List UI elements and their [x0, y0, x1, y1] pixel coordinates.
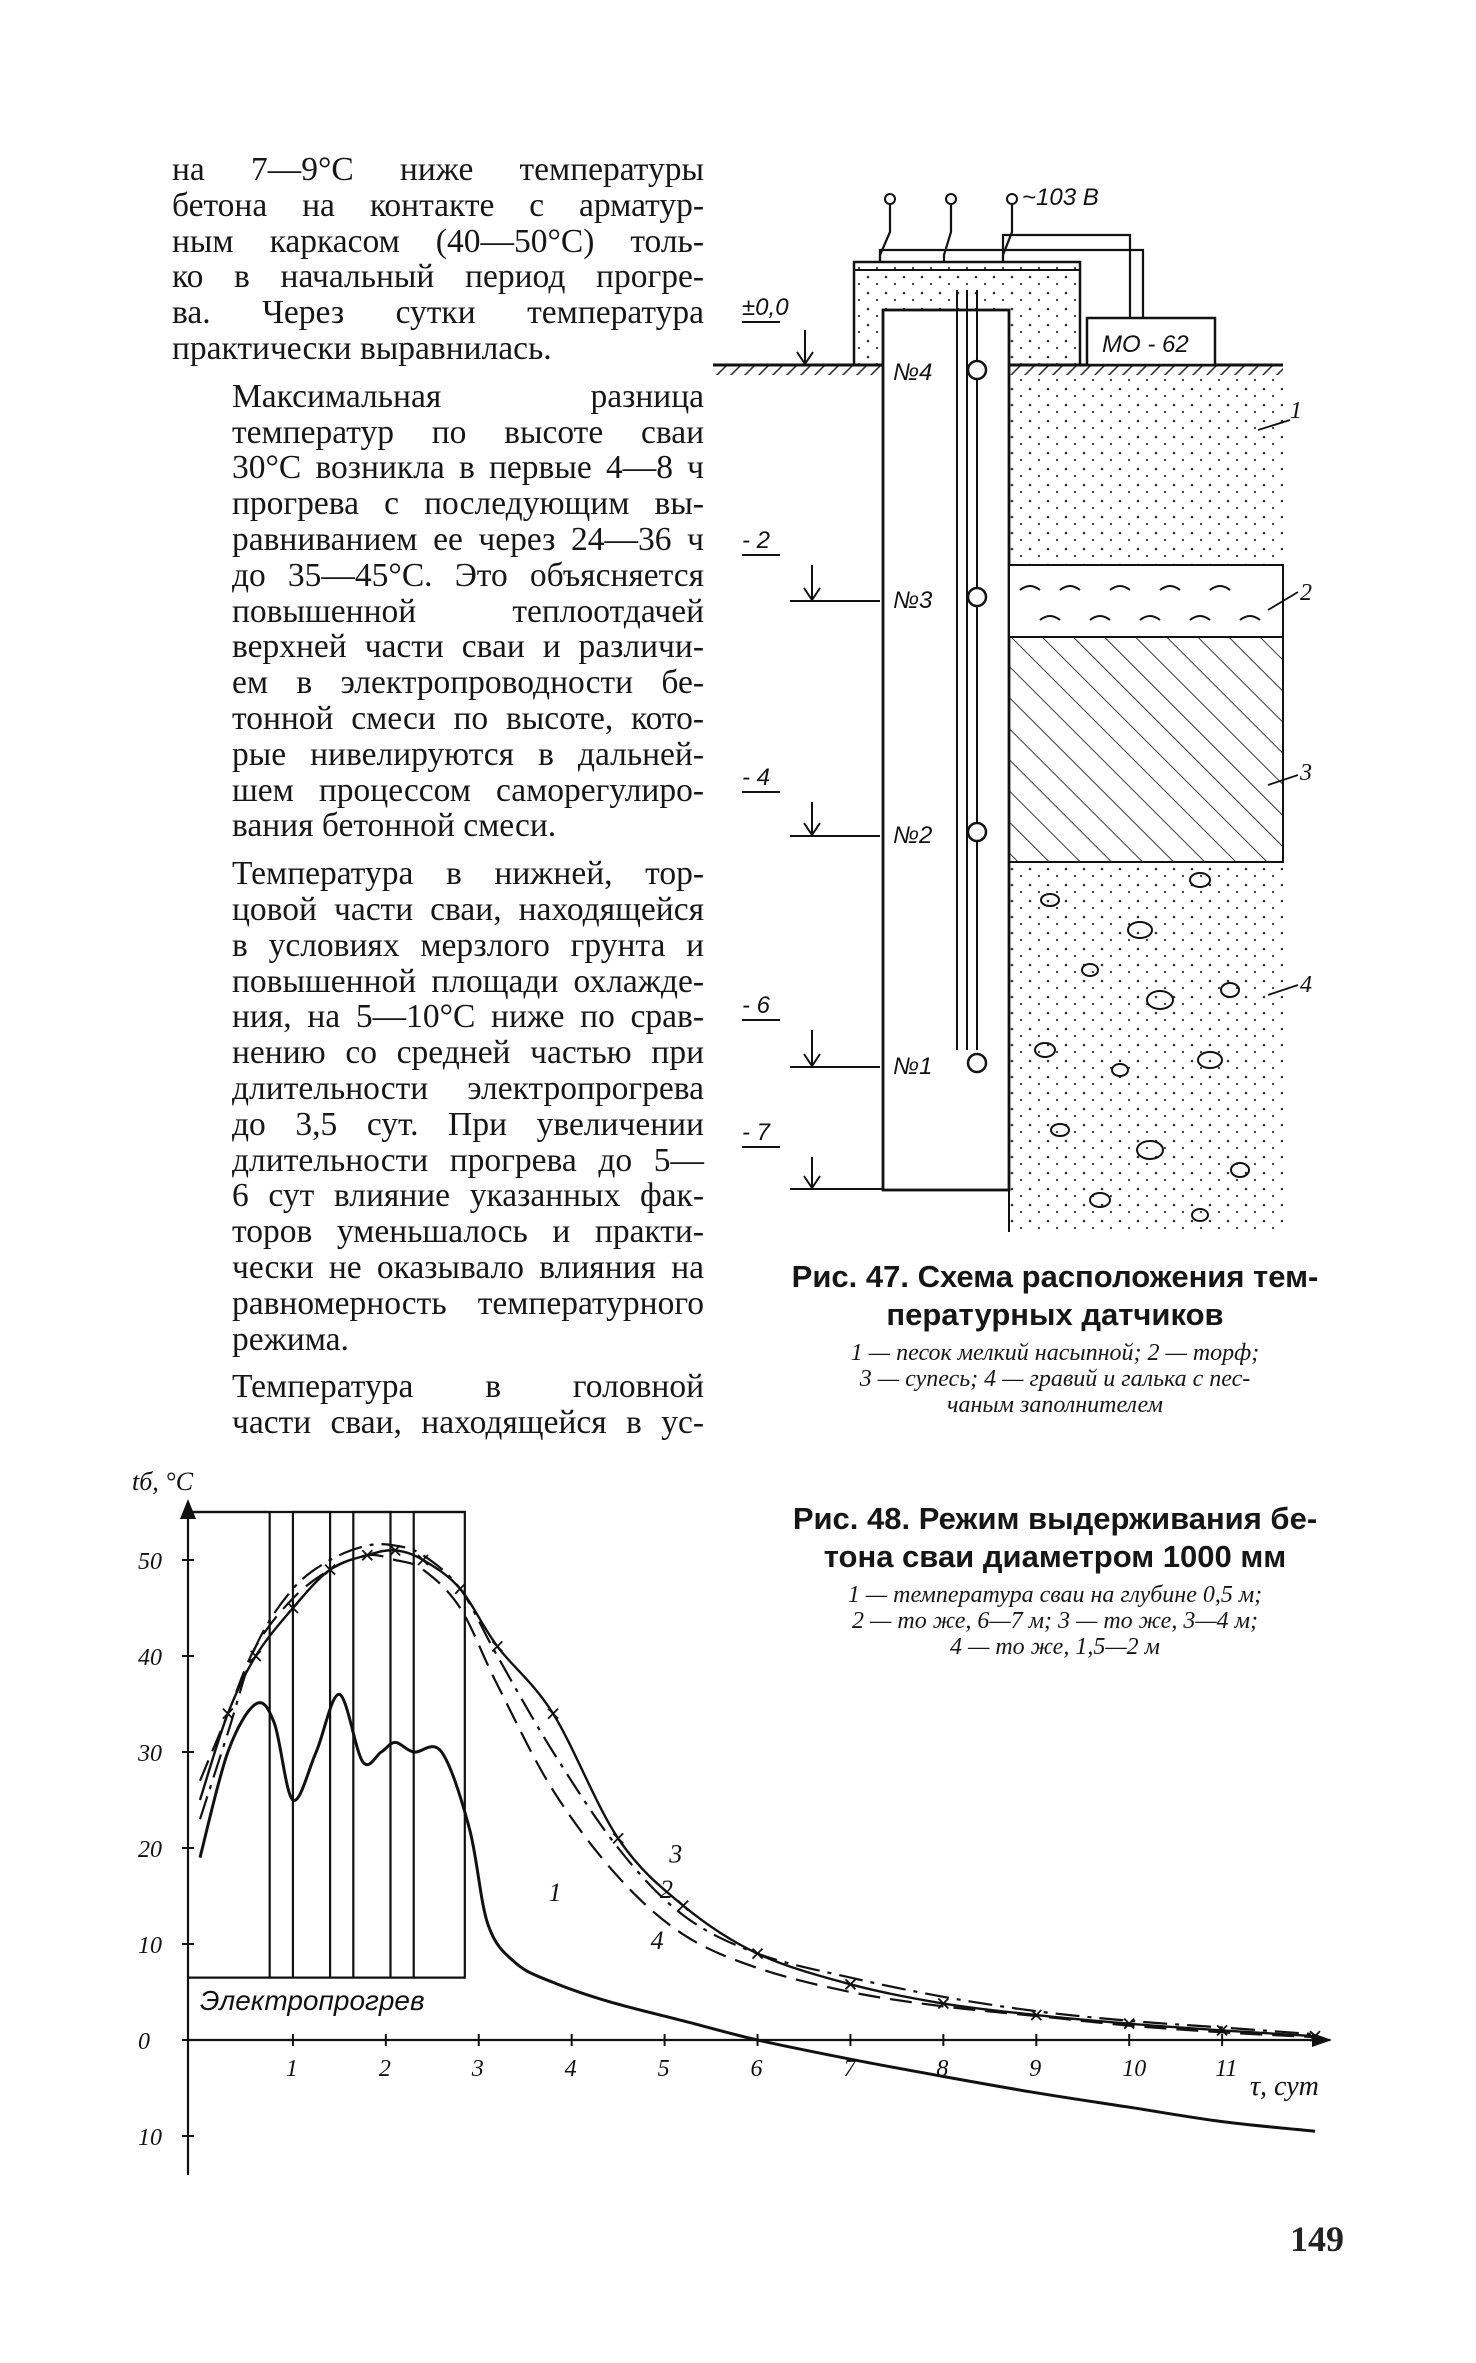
sensor-1 [968, 1054, 986, 1072]
x-tick-label: 4 [564, 2056, 577, 2082]
svg-text:2: 2 [1300, 580, 1312, 606]
sensor-4 [968, 361, 986, 379]
svg-text:- 2: - 2 [742, 527, 771, 554]
svg-text:№4: №4 [893, 359, 933, 386]
text-line: части сваи, находящейся в ус- [232, 1404, 704, 1442]
y-tick-label: 10 [138, 1933, 162, 1959]
series-4-marker [492, 1641, 502, 1651]
text-line: нению со средней частью при [232, 1034, 704, 1072]
curve-label-2: 2 [659, 1874, 673, 1904]
text-line: ем в электропроводности бе- [232, 664, 704, 702]
svg-text:3: 3 [1300, 760, 1312, 786]
text-line: длительности прогрева до 5— [232, 1141, 704, 1179]
y-axis-arrow [180, 1499, 196, 1519]
paragraph-1 [172, 152, 704, 367]
y-tick-label: 50 [138, 1549, 162, 1575]
text-line: 30°C возникла в первые 4—8 ч [232, 449, 704, 487]
figure-48-legend: 1 — температура сваи на глубине 0,5 м; 2 — то же, 6—7 м; 3 — то же, 3—4 м; 4 — то же, 1,5—2 м [847, 1582, 1263, 1660]
soil-layer-1 [1009, 375, 1283, 565]
text-line: режима. [232, 1320, 349, 1358]
device-label: МО - 62 [1102, 331, 1189, 358]
y-tick-label: 10 [138, 2125, 162, 2151]
x-tick-label: 8 [936, 2056, 949, 2082]
text-line: до 3,5 сут. При увеличении [232, 1105, 704, 1143]
series-4-marker [613, 1833, 623, 1843]
text-line: повышенной теплоотдачей [232, 592, 704, 630]
paragraph-3 [172, 856, 704, 1357]
text-line: Максимальная разница [232, 377, 704, 415]
svg-text:- 4: - 4 [742, 764, 771, 791]
text-line: тонной смеси по высоте, кото- [232, 699, 704, 737]
series-line-2 [200, 1555, 1315, 2037]
text-line: равномерность температурного [232, 1284, 704, 1322]
text-line: длительности электропрогрева [232, 1069, 704, 1107]
heating-band-label: Электропрогрев [200, 1985, 425, 2016]
y-tick-label: 20 [138, 1837, 162, 1863]
paragraph-2 [172, 379, 704, 844]
text-line: на 7—9°C ниже температуры [172, 151, 704, 188]
text-line: до 35—45°C. Это объясняется [232, 556, 704, 594]
page-number: 149 [1290, 2219, 1344, 2259]
svg-text:- 6: - 6 [742, 992, 771, 1019]
figure-47-diagram [690, 165, 1330, 1250]
svg-text:№1: №1 [893, 1053, 933, 1080]
text-line: шем процессом саморегулиро- [232, 771, 704, 809]
text-line: ным каркасом (40—50°C) толь- [172, 222, 704, 260]
text-line: рые нивелируются в дальней- [232, 735, 704, 773]
y-tick-label: 30 [138, 1741, 162, 1767]
text-line: прогрева с последующим вы- [232, 485, 704, 523]
svg-text:±0,0: ±0,0 [742, 294, 789, 321]
y-axis-label: tб, °C [132, 1467, 194, 1496]
svg-text:№3: №3 [893, 587, 933, 614]
figure-47-legend: 1 — песок мелкий насыпной; 2 — торф; 3 — супесь; 4 — гравий и галька с пес- чаным заполнителем [850, 1340, 1260, 1418]
text-line: температур по высоте сваи [232, 413, 704, 451]
soil-layer-2 [1009, 565, 1283, 637]
x-tick-label: 7 [843, 2056, 856, 2082]
series-line-3 [200, 1544, 1315, 2034]
text-line: цовой части сваи, находящейся [232, 890, 704, 928]
x-tick-label: 6 [750, 2056, 763, 2082]
text-line: ва. Через сутки температура [172, 294, 704, 332]
text-line: ко в начальный период прогре- [172, 258, 704, 296]
paragraph-4 [172, 1369, 704, 1441]
y-tick-label: 0 [138, 2029, 150, 2055]
figure-47-title: Рис. 47. Схема расположения тем- пературных датчиков [791, 1259, 1319, 1332]
series-4-marker [251, 1651, 261, 1661]
series-4-marker [753, 1949, 763, 1959]
svg-text:№2: №2 [893, 822, 933, 849]
curve-label-3: 3 [669, 1839, 683, 1869]
soil-layer-3 [1009, 637, 1283, 862]
series-4-marker [455, 1584, 465, 1594]
text-line: в условиях мерзлого грунта и [232, 926, 704, 964]
svg-text:4: 4 [1300, 972, 1312, 998]
x-tick-label: 3 [471, 2056, 484, 2082]
figure-48-title: Рис. 48. Режим выдерживания бе- тона сваи диаметром 1000 мм [792, 1501, 1318, 1574]
svg-text:1: 1 [1290, 398, 1302, 424]
curve-label-4: 4 [650, 1925, 664, 1955]
figure-48-chart [120, 1455, 1350, 2175]
curve-label-1: 1 [548, 1877, 562, 1907]
series-4-marker [223, 1709, 233, 1719]
svg-text:- 7: - 7 [742, 1119, 771, 1146]
text-line: чески не оказывало влияния на [232, 1248, 704, 1286]
series-4-marker [548, 1709, 558, 1719]
x-axis-label: τ, сут [1250, 2071, 1319, 2102]
figure-47-caption [745, 1258, 1365, 1418]
x-tick-label: 11 [1215, 2056, 1238, 2082]
text-line: повышенной площади охлажде- [232, 962, 704, 1000]
series-4-marker [678, 1901, 688, 1911]
text-line: верхней части сваи и различи- [232, 628, 704, 666]
body-text [172, 152, 704, 1441]
text-line: ния, на 5—10°C ниже по срав- [232, 998, 704, 1036]
text-line: практически выравнилась. [172, 329, 552, 367]
sensor-2 [968, 823, 986, 841]
text-line: Температура в нижней, тор- [232, 855, 704, 893]
text-line: бетона на контакте с арматур- [172, 186, 704, 224]
text-line: равниванием ее через 24—36 ч [232, 520, 704, 558]
y-tick-label: 40 [138, 1645, 162, 1671]
x-tick-label: 5 [657, 2056, 670, 2082]
series-line-4 [200, 1550, 1315, 2036]
text-line: вания бетонной смеси. [232, 807, 557, 845]
voltage-label: ~103 В [1022, 184, 1099, 211]
text-line: Температура в головной [232, 1368, 704, 1406]
x-tick-label: 1 [285, 2056, 298, 2082]
x-tick-label: 9 [1029, 2056, 1042, 2082]
sensor-3 [968, 588, 986, 606]
depth-levels [742, 294, 883, 1189]
text-line: 6 сут влияние указанных фак- [232, 1177, 704, 1215]
x-tick-label: 10 [1122, 2056, 1147, 2082]
text-line: торов уменьшалось и практи- [232, 1213, 704, 1251]
x-tick-label: 2 [378, 2056, 391, 2082]
